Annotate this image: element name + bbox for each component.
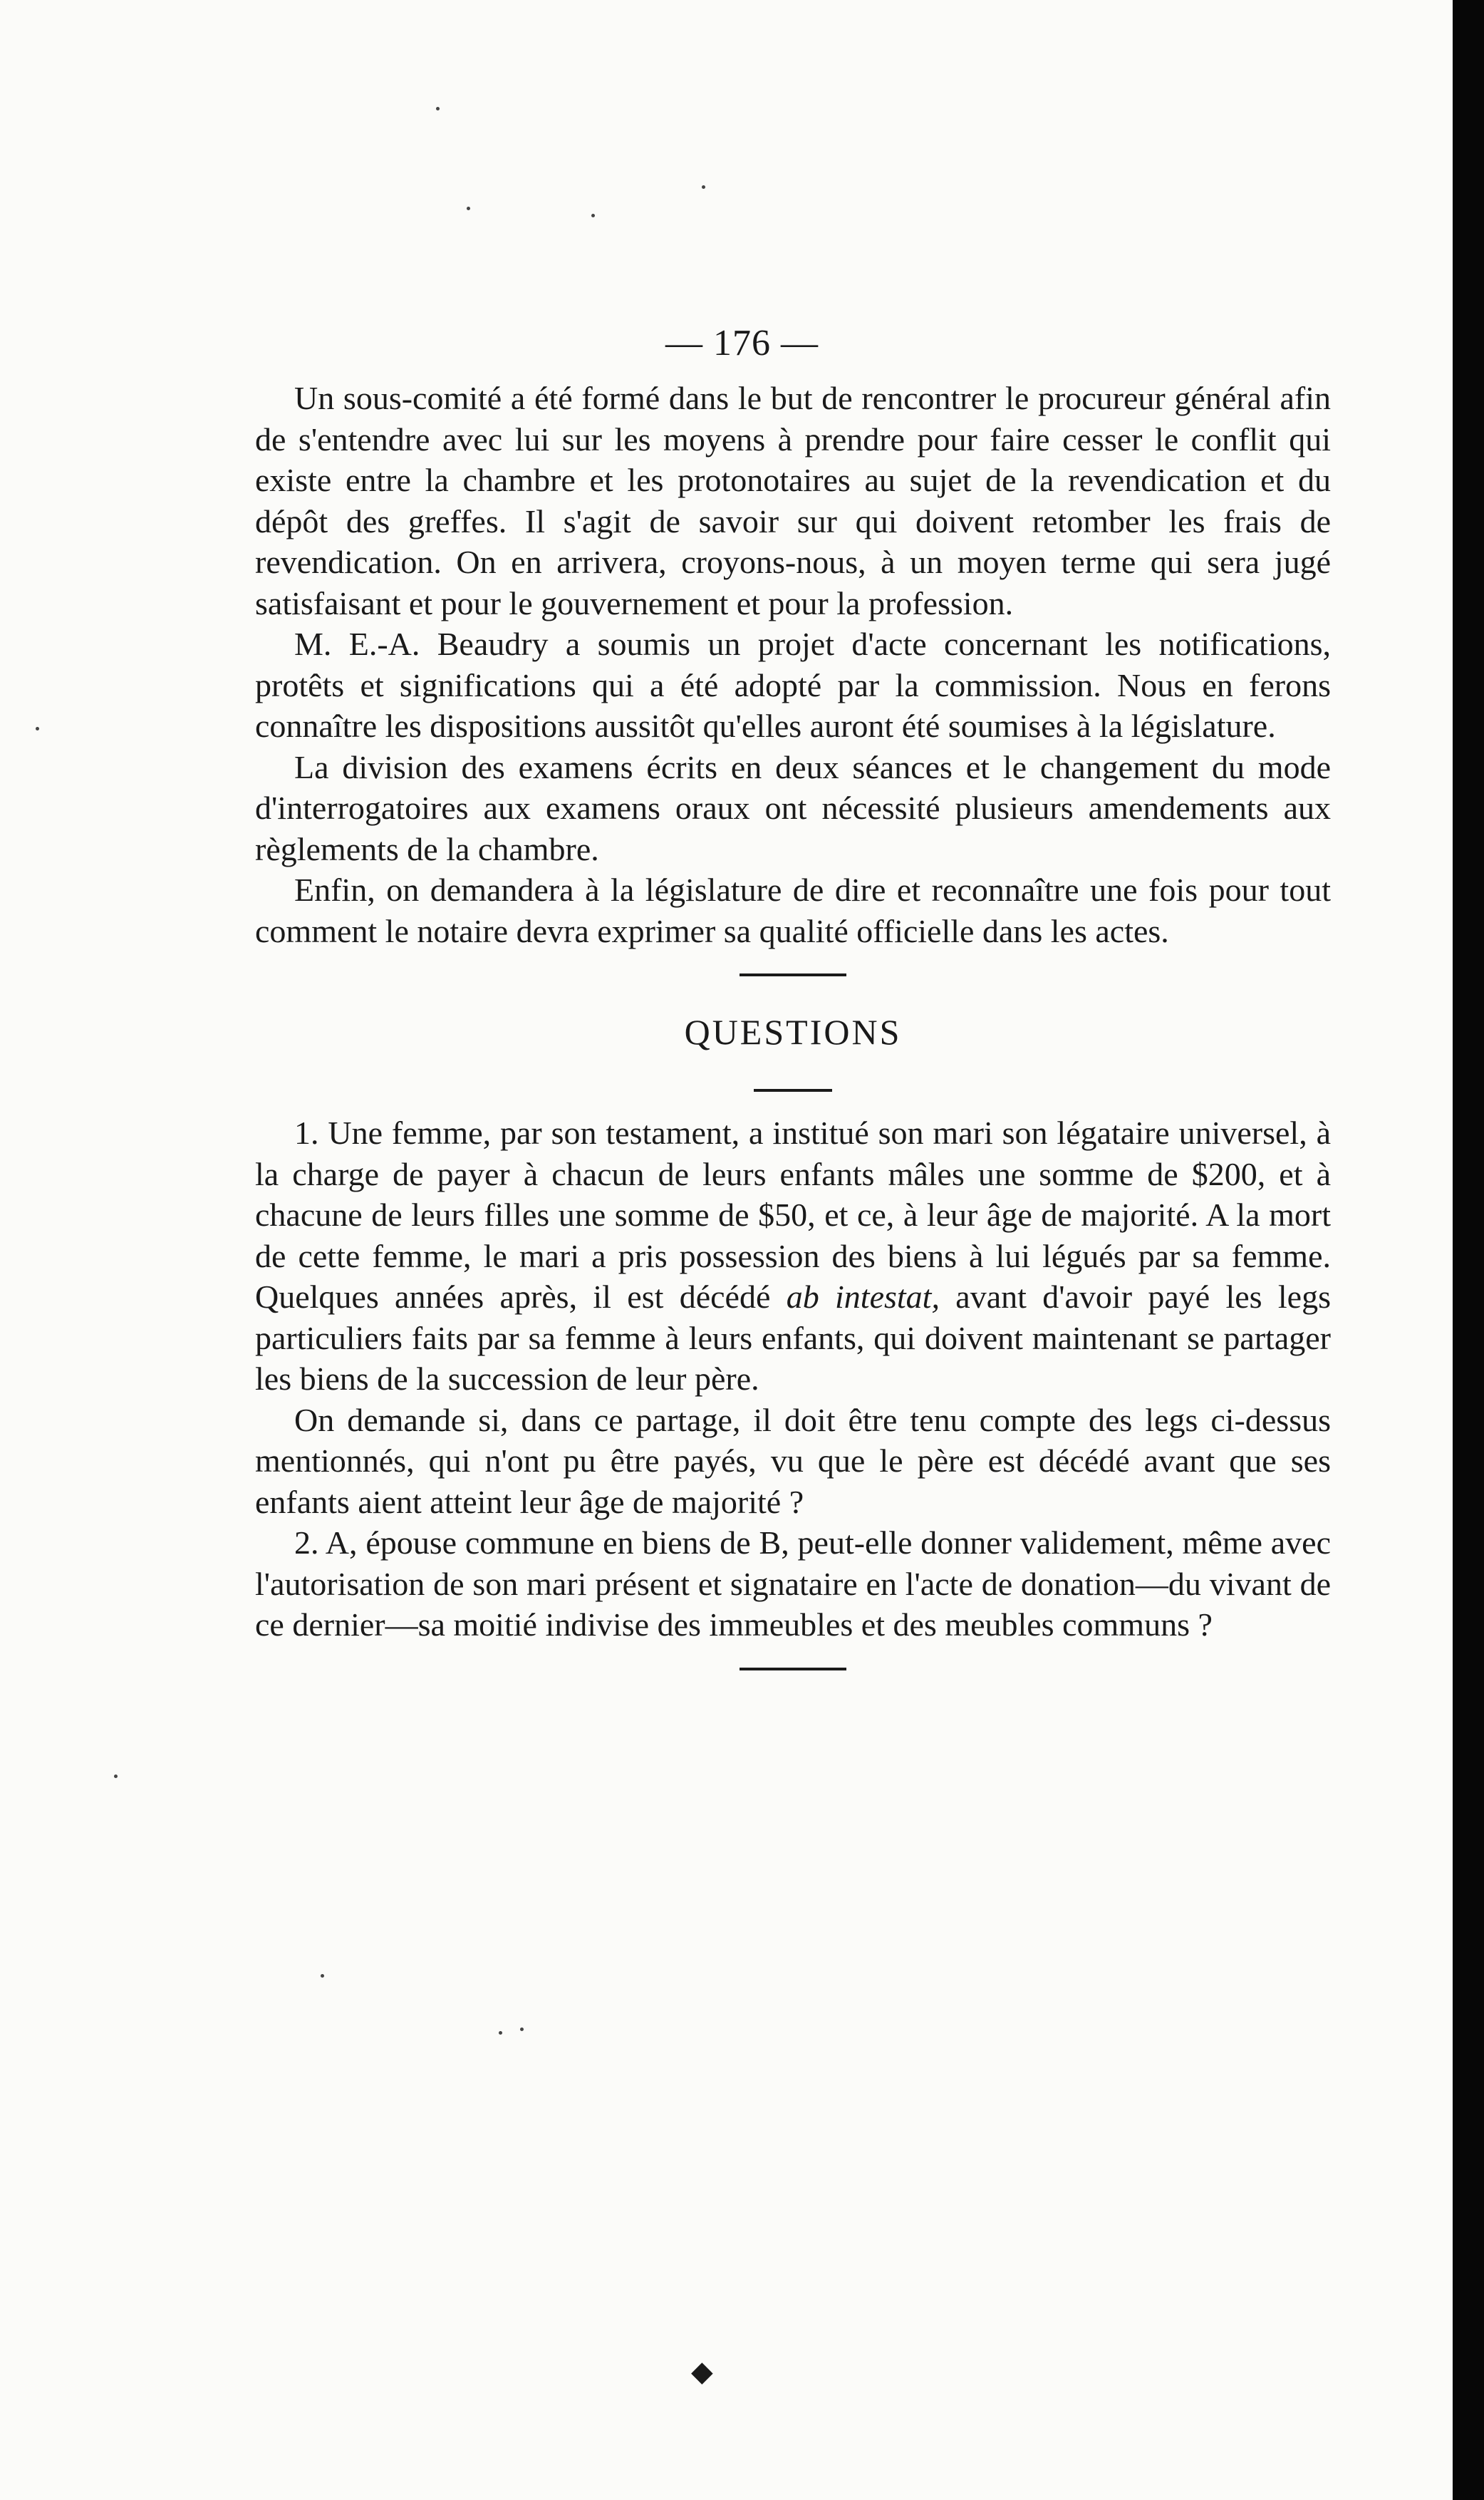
text-column bbox=[255, 378, 1331, 1691]
footer-ornament: ◆ bbox=[691, 2355, 713, 2387]
scan-edge-bar bbox=[1453, 0, 1484, 2500]
paragraph-beaudry: M. E.-A. Beaudry a soumis un projet d'acte concernant les notifications, protêts et significations qui a été adopté par la commission. Nous en ferons connaître les dispositions aussitôt qu'elles auront été soumises à la législature. bbox=[255, 626, 1331, 744]
rule-mid-container bbox=[255, 1067, 1331, 1112]
rule-bottom bbox=[740, 1668, 846, 1670]
rule-top bbox=[740, 973, 846, 976]
rule-mid bbox=[754, 1089, 832, 1092]
page-number: — 176 — bbox=[665, 323, 819, 363]
question-1-text-end: avant d'avoir payé les legs particuliers faits par sa femme à leurs enfants, qui doivent maintenant se partager les biens de la succession de leur père. bbox=[255, 1279, 1332, 1397]
rule-bottom-container bbox=[255, 1646, 1331, 1691]
question-2: 2. A, épouse commune en biens de B, peut-elle donner validement, même avec l'autorisation de son mari présent et signataire en l'acte de donation—du vivant de ce dernier—sa moitié indivise des immeubles et des meubles communs ? bbox=[255, 1524, 1331, 1643]
questions-heading: QUESTIONS bbox=[684, 1012, 902, 1052]
paragraph-examens: La division des examens écrits en deux séances et le changement du mode d'interrogatoires aux examens oraux ont nécessité plusieurs amendements aux règlements de la chambre. bbox=[255, 748, 1331, 867]
paragraph-enfin: Enfin, on demandera à la législature de dire et reconnaître une fois pour tout comment le notaire devra exprimer sa qualité officielle dans les actes. bbox=[255, 872, 1331, 949]
question-1-italic: ab intestat, bbox=[786, 1279, 940, 1315]
paragraph-sub-committee: Un sous-comité a été formé dans le but de rencontrer le procureur général afin de s'entendre avec lui sur les moyens à prendre pour faire cesser le conflit qui existe entre la chambre et les protonotaires au sujet de la revendication et du dépôt des greffes. Il s'agit de savoir sur qui doivent retomber les frais de revendication. On en arrivera, croyons-nous, à un moyen terme qui sera jugé satisfaisant et pour le gouvernement et pour la profession. bbox=[255, 380, 1331, 621]
question-1-ask: On demande si, dans ce partage, il doit être tenu compte des legs ci-dessus mentionnés, qui n'ont pu être payés, vu que le père est décédé avant que ses enfants aient atteint leur âge de majorité ? bbox=[255, 1401, 1331, 1520]
rule-top-container bbox=[255, 951, 1331, 997]
question-1-text: 1. Une femme, par son testament, a institué son mari son légataire universel, à la charge de payer à chacun de leurs enfants mâles une somme de $200, et à chacune de leurs filles une somme de $50, et ce, à leur âge de majorité. A la mort de cette femme, le mari a pris possession des biens à lui légués par sa femme. Quelques années après, il est décédé bbox=[255, 1115, 1331, 1315]
question-1 bbox=[255, 1112, 1331, 1400]
